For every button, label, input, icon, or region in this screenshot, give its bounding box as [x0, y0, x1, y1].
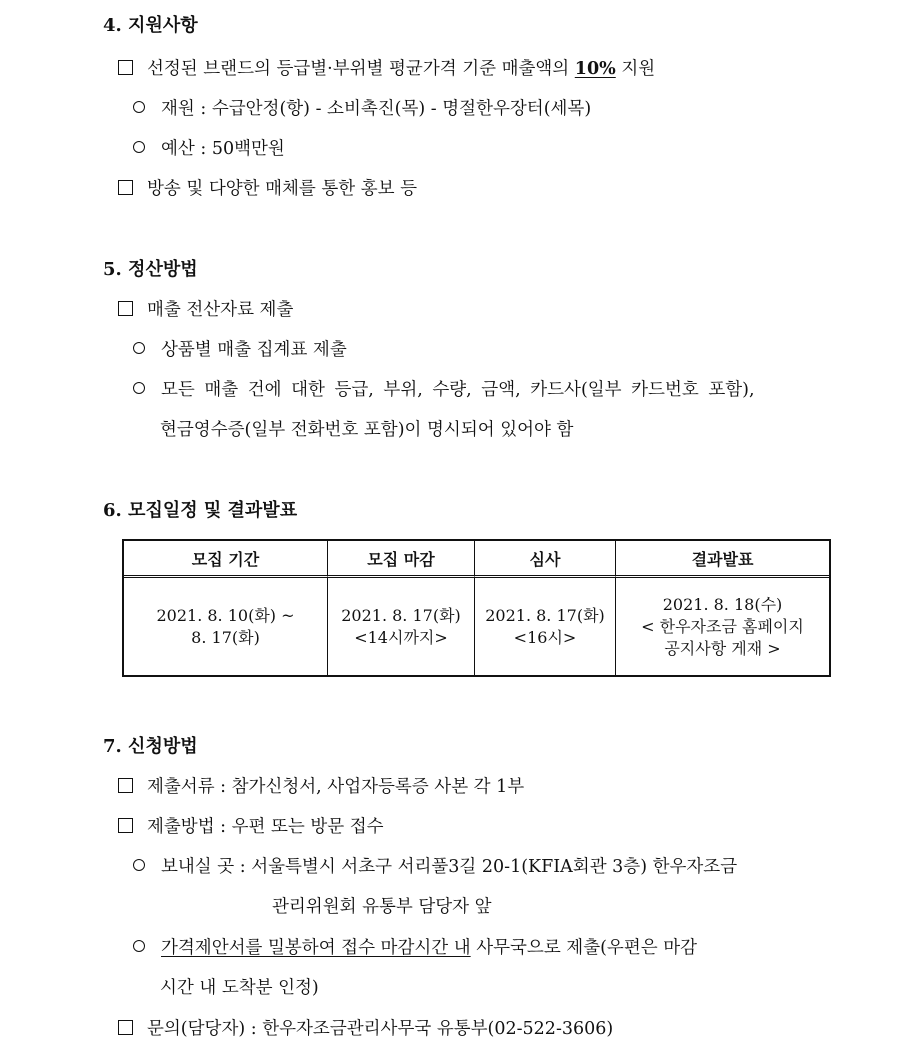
sec7-sub-2-cont: 시간 내 도착분 인정)	[160, 978, 319, 998]
schedule-row	[124, 578, 829, 675]
cell-line: 공지사항 게재 >	[664, 638, 781, 658]
sec5-sub-1-text: 상품별 매출 집계표 제출	[161, 340, 347, 360]
sec4-sub-1	[133, 97, 591, 121]
bullet-circle-icon	[133, 859, 145, 871]
cell-line: 2021. 8. 18(수)	[662, 594, 783, 614]
sec5-sub-1	[133, 338, 347, 362]
header-review: 심사	[475, 541, 616, 578]
schedule-table	[122, 539, 831, 677]
section-6-heading: 6. 모집일정 및 결과발표	[103, 500, 298, 521]
sec5-item-1-text: 매출 전산자료 제출	[147, 300, 294, 320]
bullet-circle-icon	[133, 940, 145, 952]
cell-recruit-period	[124, 578, 328, 675]
cell-result	[616, 578, 829, 675]
cell-line: 2021. 8. 17(화)	[485, 605, 605, 625]
sec4-sub-1-text: 재원 : 수급안정(항) - 소비촉진(목) - 명절한우장터(세목)	[161, 99, 592, 119]
sec7-item-1-text: 제출서류 : 참가신청서, 사업자등록증 사본 각 1부	[147, 777, 525, 797]
sec7-sub-1-cont: 관리위원회 유통부 담당자 앞	[272, 897, 492, 917]
bullet-circle-icon	[133, 141, 145, 153]
checkbox-square-icon	[118, 180, 133, 195]
cell-line: <16시>	[513, 627, 577, 647]
sec4-item-1-suffix: 지원	[615, 59, 656, 79]
checkbox-square-icon	[118, 818, 133, 833]
header-deadline: 모집 마감	[328, 541, 475, 578]
sec7-sub-2-underlined: 가격제안서를 밀봉하여 접수 마감시간 내	[161, 938, 471, 958]
bullet-circle-icon	[133, 101, 145, 113]
sec7-item-2	[118, 815, 384, 839]
cell-line: 8. 17(화)	[191, 627, 260, 647]
sec7-sub-1	[133, 855, 737, 879]
support-percent: 10%	[574, 59, 616, 79]
sec7-sub-1-text: 보내실 곳 : 서울특별시 서초구 서리풀3길 20-1(KFIA회관 3층) 한우자조금	[161, 857, 738, 877]
checkbox-square-icon	[118, 778, 133, 793]
cell-deadline	[328, 578, 475, 675]
sec4-sub-2-text: 예산 : 50백만원	[161, 139, 285, 159]
sec4-sub-2	[133, 137, 285, 161]
header-recruit-period: 모집 기간	[124, 541, 328, 578]
cell-line: 2021. 8. 10(화) ~	[156, 605, 295, 625]
sec5-sub-2-text: 모든 매출 건에 대한 등급, 부위, 수량, 금액, 카드사(일부 카드번호 포함),	[161, 380, 755, 400]
sec5-sub-2	[133, 378, 755, 402]
sec5-sub-2-cont: 현금영수증(일부 전화번호 포함)이 명시되어 있어야 함	[160, 420, 574, 440]
sec7-item-2-text: 제출방법 : 우편 또는 방문 접수	[147, 817, 384, 837]
sec7-sub-2-text: 사무국으로 제출(우편은 마감	[470, 938, 698, 958]
sec4-item-1	[118, 57, 655, 81]
sec5-item-1	[118, 298, 293, 322]
bullet-circle-icon	[133, 342, 145, 354]
checkbox-square-icon	[118, 60, 133, 75]
sec7-sub-2	[133, 936, 697, 960]
sec4-item-1-text: 선정된 브랜드의 등급별·부위별 평균가격 기준 매출액의	[147, 59, 575, 79]
section-7-heading: 7. 신청방법	[103, 736, 198, 757]
cell-line: 2021. 8. 17(화)	[341, 605, 461, 625]
header-result: 결과발표	[616, 541, 829, 578]
checkbox-square-icon	[118, 301, 133, 316]
section-4-heading: 4. 지원사항	[103, 15, 198, 36]
section-5-heading: 5. 정산방법	[103, 259, 198, 280]
sec4-item-2	[118, 177, 417, 201]
cell-line: < 한우자조금 홈페이지	[641, 616, 804, 636]
sec7-item-1	[118, 775, 524, 799]
cell-line: <14시까지>	[354, 627, 448, 647]
sec7-item-3-text: 문의(담당자) : 한우자조금관리사무국 유통부(02-522-3606)	[147, 1019, 614, 1039]
checkbox-square-icon	[118, 1020, 133, 1035]
sec7-item-3	[118, 1017, 613, 1041]
bullet-circle-icon	[133, 382, 145, 394]
cell-review	[475, 578, 616, 675]
sec4-item-2-text: 방송 및 다양한 매체를 통한 홍보 등	[147, 179, 418, 199]
schedule-header-row	[124, 541, 829, 578]
